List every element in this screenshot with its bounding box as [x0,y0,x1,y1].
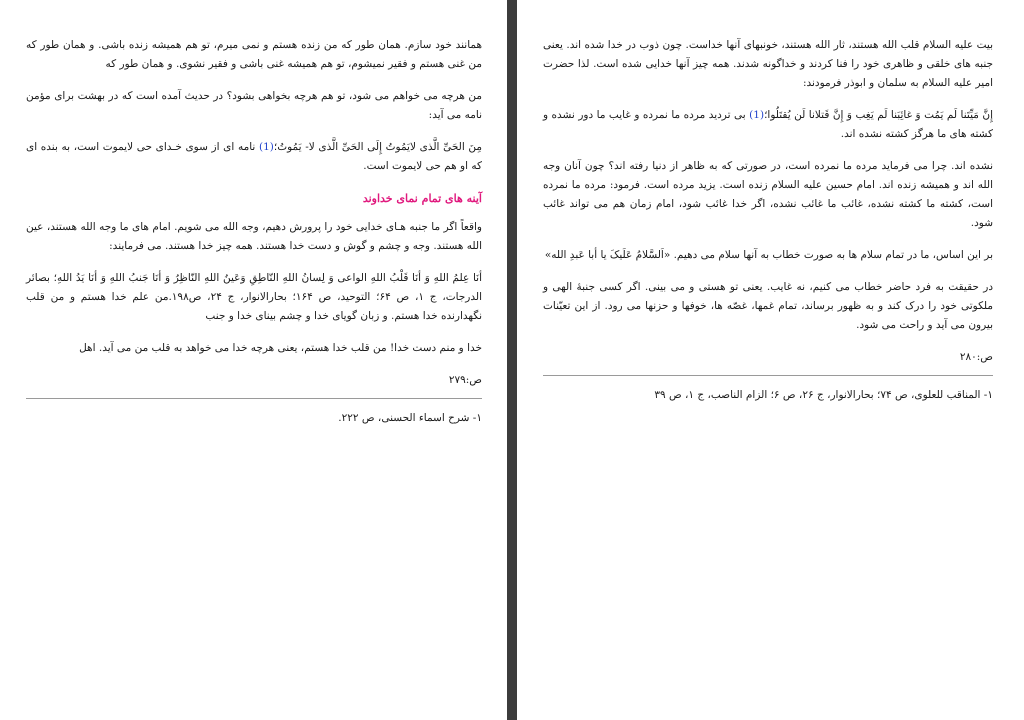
footnote-link[interactable]: (1) [749,109,765,121]
page-gutter [507,0,517,720]
page-content [26,36,482,428]
quote-translation: نامه ای از سوی خـدای حی لایموت است، به بنده ای که او هم حی لایموت است. [26,141,482,172]
arabic-quote: مِنَ الحَیِّ الَّذی لایَمُوتُ إِلَی الحَیِّ الَّذی لا- یَمُوتُ؛ [273,141,483,153]
paragraph: بر این اساس، ما در تمام سلام ها به صورت خطاب به آنها سلام می دهیم. «اَلسَّلامُ عَلَیکَ یا أبا عَبدِ الله» [544,249,993,261]
footnote: ۱- المناقب للعلوی، ص ۷۴؛ بحارالانوار، ج ۲۶، ص ۶؛ الزام الناصب، ج ۱، ص ۳۹ [654,389,993,401]
paragraph: خدا و منم دست خدا! من قلب خدا هستم، یعنی هرچه خدا می خواهد به قلب من می آید. اهل [79,342,482,354]
footnote: ۱- شرح اسماء الحسنی، ص ۲۲۲. [338,412,482,424]
quote-paragraph [543,106,993,144]
page-number: ص:۲۷۹ [448,374,482,386]
paragraph: همانند خود سازم. همان طور که من زنده هستم و نمی میرم، تو هم همیشه زنده باشی. و همان طور که من غنی هستم و فقیر نمیشوم، تو هم همیشه غنی باشی و فقیر نشوی. و همان طور که [26,39,482,70]
page-number: ص:۲۸۰ [959,351,993,363]
paragraph: واقعاً اگر ما جنبه هـای خدایی خود را پرورش دهیم، وجه الله می شویم. امام های ما وجه الله هستند، عین الله هستند. وجه و چشم و گوش و دست خدا هستند. همه چیز خدا هستند. می فرمایند: [26,221,482,252]
paragraph: أنَا عِلمُ اللهِ وَ أنَا قَلْبُ اللهِ الواعی وَ لِسانُ اللهِ النّاطِقِ وَعَینُ اللهِ النّاظِرُ وَ أنَا جَنبُ اللهِ وَ أنَا یَدُ اللهِ؛ بصائر الدرجات، ج ۱، ص ۶۴؛ التوحید، ص ۱۶۴؛ بحارالانوار، ج ۲۴، ص۱۹۸.من علم خدا هستم و من قلب نگهدارنده خدا هستم. و زبان گویای خدا و چشم بینای خدا و جنب [26,272,483,322]
footnote-link[interactable]: (1) [259,141,274,153]
page-280 [517,0,1024,720]
section-heading: آینه های تمام نمای خداوند [362,192,482,205]
paragraph: من هرچه می خواهم می شود، تو هم هرچه بخواهی بشود؟ در حدیث آمده است که در بهشت برای مؤمن نامه می آید: [26,90,482,121]
quote-paragraph [26,138,482,176]
quote-translation: بی تردید مرده ما نمرده و غایب ما دور نشده و کشته های ما هرگز کشته نشده اند. [543,109,993,140]
paragraph: بیت علیه السلام قلب الله هستند، ثار الله هستند، خونبهای آنها خداست. چون ذوب در خدا شده اند. یعنی جنبه های خلقی و ظاهری خود را فنا کردند و خداگونه شدند. همه چیز آنها خدایی شده است. لذا حضرت امیر علیه السلام به سلمان و ابوذر فرمودند: [543,39,993,89]
arabic-quote: إِنَّ مَیِّتَنا لَم یَمُت وَ غائِبَنا لَم یَغِب وَ إِنَّ قَتلانا لَن یُقتَلُوا؛ [764,109,993,121]
paragraph: نشده اند. چرا می فرماید مرده ما نمرده است، در صورتی که به ظاهر از دنیا رفته اند؟ چون آنان وجه الله اند و همیشه زنده اند. امام حسین علیه السلام زنده است. یزید مرده است. فرمود: مرده ما نمرده است، کشته ما کشته نشده، غائب ما غائب نشده، اگر خدا غائب شود، امام زمان هم می تواند غائب شود. [543,160,993,229]
page-content [543,36,993,405]
footnote-divider [26,398,482,399]
footnote-divider [543,375,993,376]
paragraph: در حقیقت به فرد حاضر خطاب می کنیم، نه غایب. یعنی تو هستی و می بینی. اگر کسی جنبهٔ الهی و ملکوتی خود را درک کند و به ظهور برساند، تمام غمها، غصّه ها، خوفها و حزنها می رود. از این تعیّنات بیرون می آید و راحت می شود. [543,281,993,331]
page-279 [0,0,507,720]
